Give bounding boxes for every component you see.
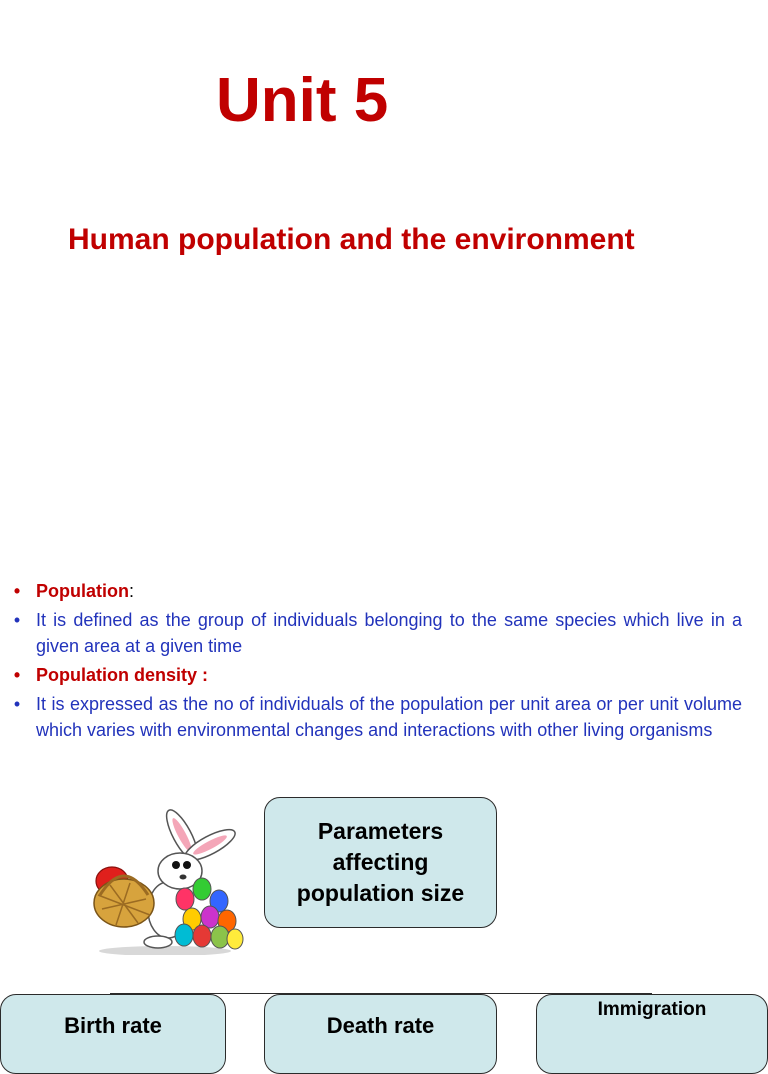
parameters-box — [264, 797, 497, 928]
density-term: Population density : — [36, 665, 209, 685]
list-item-density-term — [10, 662, 742, 688]
parameters-box-label: Parameters affecting population size — [296, 818, 465, 906]
bullet-icon: • — [13, 610, 21, 630]
population-definition: It is defined as the group of individuals belonging to the same species which live in a given area at a given time — [36, 610, 742, 656]
list-item-density-definition — [10, 691, 742, 743]
birth-rate-label: Birth rate — [64, 1013, 162, 1038]
density-definition: It is expressed as the no of individuals of the population per unit area or per unit volume which varies with environmental changes and interactions with other living organisms — [36, 694, 742, 740]
death-rate-label: Death rate — [326, 1013, 435, 1038]
death-rate-box — [264, 994, 497, 1074]
immigration-label: Immigration — [597, 999, 707, 1020]
list-item-population-term — [10, 578, 742, 604]
bullet-icon: • — [13, 581, 21, 601]
easter-bunny-with-eggs-icon — [80, 805, 250, 955]
birth-rate-box — [0, 994, 226, 1074]
population-term: Population — [36, 581, 129, 601]
slide-subtitle: Human population and the environment — [68, 223, 635, 256]
bullet-icon: • — [13, 665, 21, 685]
bullet-icon: • — [13, 694, 21, 714]
definition-list — [10, 578, 742, 746]
unit-title: Unit 5 — [216, 66, 389, 135]
list-item-population-definition — [10, 607, 742, 659]
immigration-box — [536, 994, 768, 1074]
population-colon: : — [129, 581, 135, 601]
